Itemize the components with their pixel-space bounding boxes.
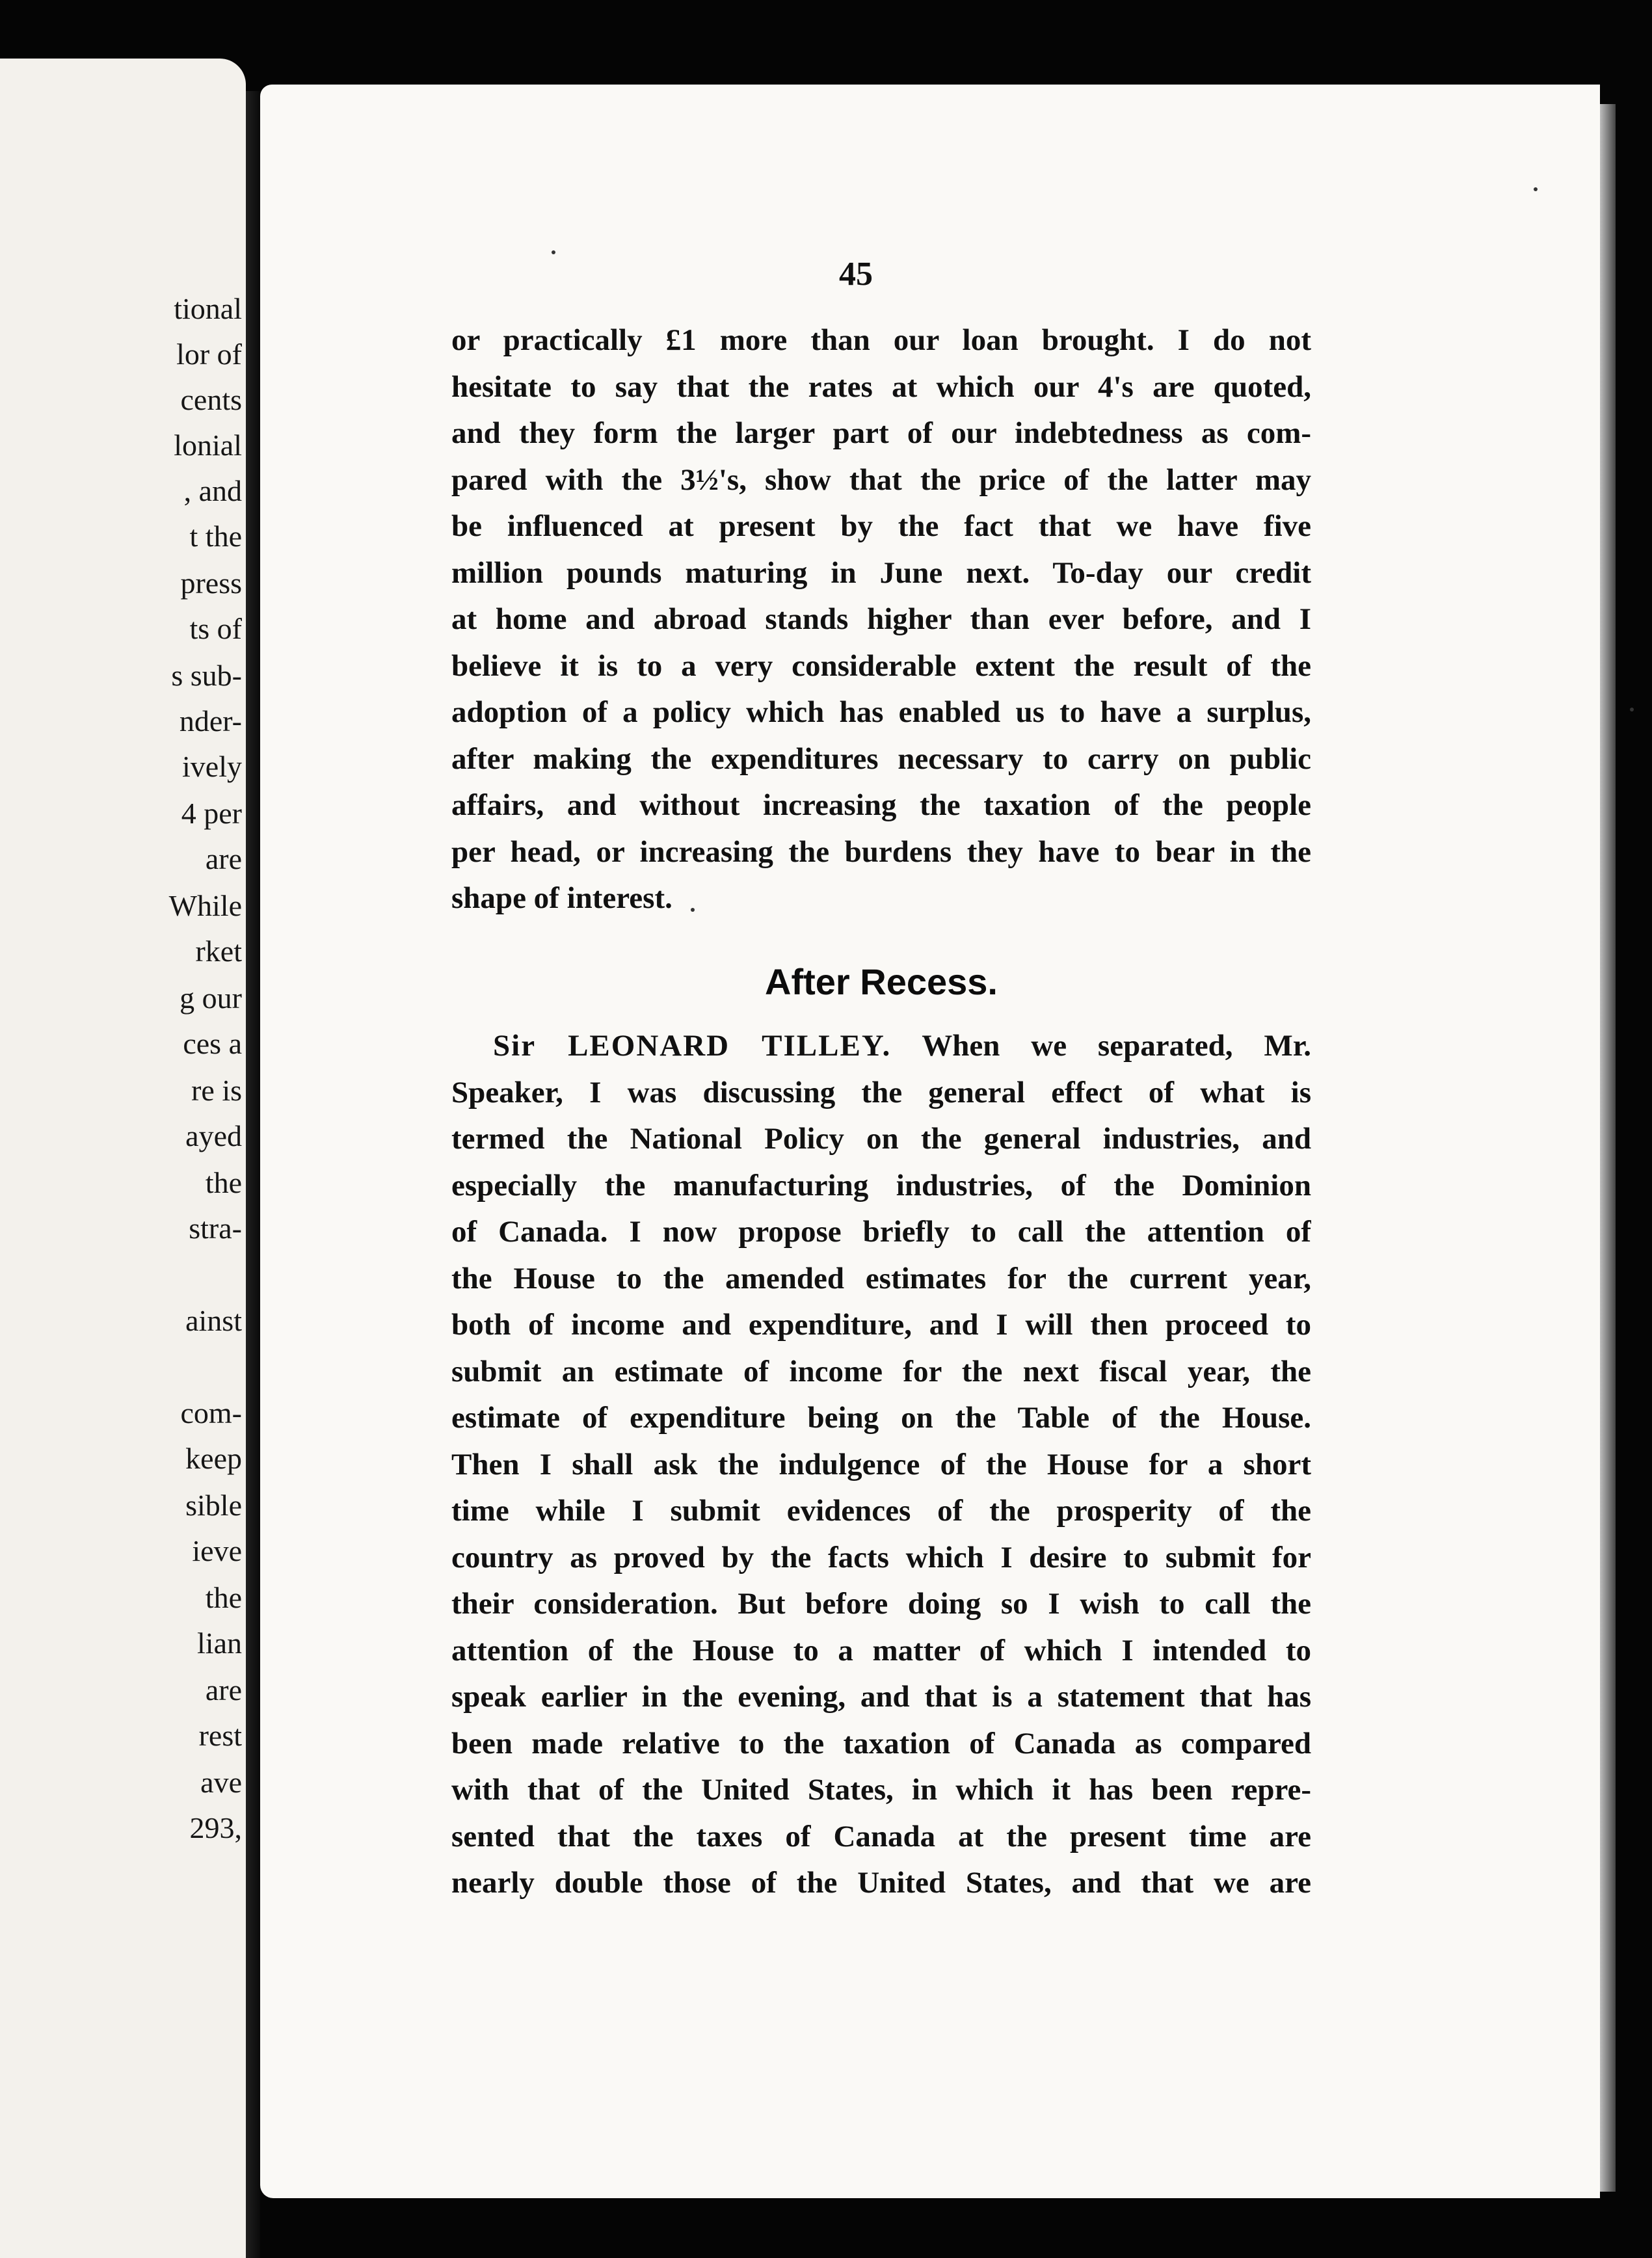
text-line: Speaker, I was discussing the general effect of what is xyxy=(451,1075,1311,1109)
left-page-line: lor of xyxy=(176,338,242,371)
left-page-line: lian xyxy=(197,1627,242,1660)
left-page-line: re is xyxy=(191,1074,242,1107)
text-line: speak earlier in the evening, and that is a statement that has xyxy=(451,1680,1311,1714)
left-page-line: sible xyxy=(185,1489,242,1522)
left-page-line: rket xyxy=(195,935,242,968)
left-page-line: the xyxy=(205,1166,242,1199)
text-line: million pounds maturing in June next. To-day our credit xyxy=(451,555,1311,590)
print-speck xyxy=(552,250,555,254)
text-line: their consideration. But before doing so I wish to call the xyxy=(451,1587,1311,1621)
left-page-line: ively xyxy=(182,750,242,783)
page-edge-shadow xyxy=(1600,104,1616,2192)
text-line: be influenced at present by the fact that we have five xyxy=(451,509,1311,543)
text-line: estimate of expenditure being on the Table of the House. xyxy=(451,1401,1311,1435)
text-line: adoption of a policy which has enabled us to have a surplus, xyxy=(451,695,1311,729)
text-line: termed the National Policy on the general industries, and xyxy=(451,1122,1311,1156)
text-line: at home and abroad stands higher than ever before, and I xyxy=(451,602,1311,636)
left-page-line: are xyxy=(205,1673,242,1707)
left-page-line: ave xyxy=(200,1766,242,1799)
speech-paragraph xyxy=(451,1023,1311,1907)
paragraph-continuation xyxy=(451,317,1311,922)
text-line: Then I shall ask the indulgence of the House for a short xyxy=(451,1447,1311,1481)
text-line: submit an estimate of income for the next fiscal year, the xyxy=(451,1354,1311,1388)
text-line: per head, or increasing the burdens they have to bear in the xyxy=(451,834,1311,869)
left-page-line: s sub- xyxy=(171,659,242,692)
text-line: shape of interest. xyxy=(451,881,673,915)
left-page-line: 293, xyxy=(189,1811,242,1844)
left-page-line: While xyxy=(168,889,242,922)
left-facing-page xyxy=(0,59,246,2258)
text-line: pared with the 3½'s, show that the price of the latter may xyxy=(451,462,1311,497)
text-line: or practically £1 more than our loan brought. I do not xyxy=(451,323,1311,357)
left-page-line: the xyxy=(205,1581,242,1614)
left-page-line: ayed xyxy=(185,1119,242,1152)
speaker-name: Sir LEONARD TILLEY. xyxy=(493,1029,892,1063)
section-heading: After Recess. xyxy=(765,961,998,1002)
left-page-line: ces a xyxy=(183,1027,242,1060)
text-line: of Canada. I now propose briefly to call the attention of xyxy=(451,1215,1311,1249)
left-page-line: keep xyxy=(185,1442,242,1475)
left-page-line: stra- xyxy=(189,1212,242,1245)
page-number: 45 xyxy=(839,256,873,293)
left-page-line: ts of xyxy=(189,612,242,645)
left-page-line: press xyxy=(180,566,242,600)
text-line: believe it is to a very considerable extent the result of the xyxy=(451,648,1311,683)
left-page-line: lonial xyxy=(174,429,242,462)
text-line: sented that the taxes of Canada at the present time are xyxy=(451,1819,1311,1853)
text-line: nearly double those of the United States, and that we are xyxy=(451,1866,1311,1900)
speech-opening: When we separated, Mr. xyxy=(922,1029,1311,1063)
text-line: with that of the United States, in which it has been repre- xyxy=(451,1773,1311,1807)
left-page-line: , and xyxy=(183,474,242,507)
text-line: been made relative to the taxation of Canada as compared xyxy=(451,1726,1311,1760)
text-line: affairs, and without increasing the taxation of the people xyxy=(451,788,1311,822)
text-line: after making the expenditures necessary to carry on public xyxy=(451,741,1311,776)
left-page-line: tional xyxy=(174,292,242,325)
print-speck xyxy=(1630,708,1634,711)
left-page-line: ainst xyxy=(185,1304,242,1337)
left-page-line: g our xyxy=(180,981,242,1015)
left-page-line: cents xyxy=(180,383,242,416)
left-page-line: ieve xyxy=(192,1534,242,1567)
text-line: country as proved by the facts which I desire to submit for xyxy=(451,1540,1311,1574)
text-line: and they form the larger part of our indebtedness as com- xyxy=(451,416,1311,450)
text-line: time while I submit evidences of the prosperity of the xyxy=(451,1494,1311,1528)
text-line: hesitate to say that the rates at which our 4's are quoted, xyxy=(451,369,1311,404)
text-line: both of income and expenditure, and I will then proceed to xyxy=(451,1308,1311,1342)
left-page-line: com- xyxy=(180,1396,242,1429)
left-page-line: t the xyxy=(189,520,242,553)
speech-first-line xyxy=(451,1023,1311,1070)
print-speck xyxy=(1534,187,1538,191)
left-page-line: 4 per xyxy=(181,797,242,830)
book-gutter xyxy=(246,91,260,2258)
text-line: especially the manufacturing industries, of the Dominion xyxy=(451,1168,1311,1202)
left-page-line: nder- xyxy=(179,704,242,737)
left-page-line: rest xyxy=(198,1719,242,1752)
text-line: attention of the House to a matter of which I intended to xyxy=(451,1633,1311,1667)
left-page-line: are xyxy=(205,842,242,875)
text-line: the House to the amended estimates for the current year, xyxy=(451,1261,1311,1295)
